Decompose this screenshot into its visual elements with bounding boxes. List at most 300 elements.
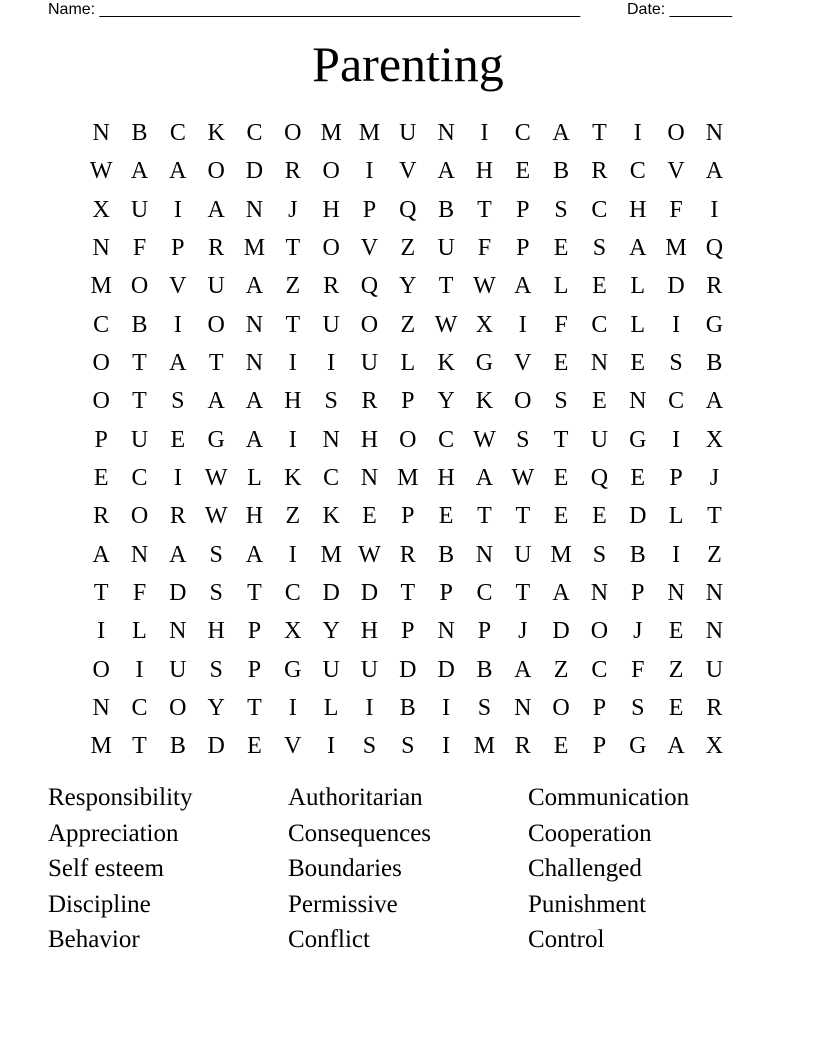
grid-letter: S [631,695,645,722]
name-field: Name: ______________________________________________________ [48,1,581,18]
grid-letter: U [360,350,379,377]
grid-letter: W [473,426,496,453]
grid-letter: I [365,695,374,722]
grid-letter: I [442,695,451,722]
grid-letter: V [399,158,417,185]
grid-letter: E [592,503,607,530]
grid-letter: T [247,580,262,607]
grid-letter: A [92,541,110,568]
grid-letter: R [706,695,723,722]
page-title: Parenting [312,36,504,92]
grid-letter: T [592,120,607,147]
grid-letter: U [207,273,225,300]
grid-letter: U [130,426,149,453]
grid-letter: S [401,733,415,760]
grid-letter: O [514,388,532,415]
grid-letter: T [553,426,569,453]
word-list-item: Boundaries [288,855,402,883]
grid-letter: W [89,158,113,185]
grid-letter: W [473,273,496,300]
grid-row [82,459,734,497]
grid-letter: G [475,350,494,377]
grid-letter: M [358,120,381,147]
grid-letter: H [245,503,264,530]
grid-letter: V [360,235,379,262]
grid-letter: N [705,580,724,607]
grid-letter: C [93,311,110,338]
grid-letter: H [437,465,455,492]
grid-letter: P [401,388,415,415]
grid-letter: C [476,580,493,607]
grid-letter: P [439,580,453,607]
grid-letter: B [131,120,148,147]
grid-letter: O [169,695,187,722]
grid-letter: O [92,388,110,415]
grid-letter: E [93,465,109,492]
grid-letter: O [667,120,685,147]
grid-letter: U [590,426,609,453]
word-list-item: Challenged [528,855,642,883]
grid-letter: Q [399,196,417,223]
grid-letter: X [475,311,494,338]
grid-letter: Q [590,465,609,492]
grid-letter: N [130,541,149,568]
grid-letter: C [591,311,608,338]
grid-letter: O [92,350,110,377]
grid-letter: Z [400,311,416,338]
word-list-item: Control [528,926,605,954]
grid-letter: E [362,503,377,530]
letter-grid [82,114,734,766]
grid-letter: O [322,235,340,262]
grid-letter: O [92,656,110,683]
grid-letter: M [397,465,419,492]
grid-letter: A [552,580,570,607]
grid-letter: I [672,426,681,453]
grid-letter: U [705,656,724,683]
grid-letter: O [399,426,417,453]
grid-letter: S [592,541,607,568]
grid-letter: T [93,580,109,607]
grid-letter: O [284,120,302,147]
grid-letter: E [630,350,646,377]
grid-letter: L [132,618,147,645]
grid-letter: P [401,618,415,645]
grid-letter: T [132,388,147,415]
word-list-item: Communication [528,784,690,811]
grid-letter: A [130,158,149,185]
grid-letter: Y [399,273,417,300]
grid-letter: I [173,465,182,492]
word-list-item: Consequences [288,819,432,847]
grid-letter: A [629,235,647,262]
grid-letter: L [247,465,262,492]
grid-letter: R [361,388,378,415]
grid-letter: P [592,733,607,760]
grid-letter: F [477,235,492,262]
grid-letter: A [245,273,264,300]
grid-letter: O [322,158,340,185]
grid-letter: M [90,273,112,300]
grid-row [82,727,734,765]
grid-letter: I [288,541,297,568]
grid-letter: K [437,350,455,377]
grid-row [82,344,734,382]
word-list-item: Authoritarian [288,784,423,811]
grid-letter: H [475,158,494,185]
grid-letter: G [207,426,225,453]
grid-letter: T [477,196,492,223]
grid-row [82,191,734,229]
grid-letter: D [629,503,647,530]
grid-letter: D [552,618,570,645]
grid-letter: T [285,235,301,262]
grid-letter: R [284,158,301,185]
grid-letter: M [665,235,687,262]
grid-letter: Z [285,273,301,300]
grid-letter: K [475,388,494,415]
grid-letter: B [476,656,493,683]
grid-letter: X [92,196,110,223]
grid-letter: Y [207,695,225,722]
grid-letter: C [591,196,608,223]
grid-letter: M [243,235,266,262]
grid-letter: U [437,235,455,262]
grid-letter: N [475,541,494,568]
grid-letter: W [204,503,228,530]
grid-letter: R [93,503,110,530]
grid-letter: A [245,541,264,568]
grid-letter: A [245,426,264,453]
grid-letter: I [288,426,297,453]
grid-letter: Z [400,235,416,262]
grid-letter: L [630,273,646,300]
grid-letter: B [629,541,646,568]
grid-letter: I [173,196,182,223]
grid-letter: T [132,350,147,377]
grid-letter: N [322,426,340,453]
grid-letter: E [515,158,531,185]
grid-letter: A [705,158,724,185]
grid-letter: J [633,618,643,645]
grid-letter: I [710,196,719,223]
grid-row [82,421,734,459]
grid-letter: W [358,541,381,568]
word-list-item: Punishment [528,890,647,918]
grid-letter: O [552,695,570,722]
grid-letter: H [284,388,302,415]
grid-letter: N [667,580,685,607]
grid-letter: G [629,426,647,453]
grid-letter: P [477,618,492,645]
grid-letter: N [245,350,264,377]
grid-letter: E [553,503,569,530]
grid-row [82,152,734,190]
grid-letter: F [554,311,568,338]
grid-letter: U [169,656,187,683]
grid-letter: M [320,541,342,568]
grid-letter: C [629,158,646,185]
grid-letter: V [169,273,187,300]
grid-letter: O [130,503,149,530]
word-list-item: Appreciation [48,819,179,847]
grid-letter: E [592,388,607,415]
grid-letter: A [437,158,455,185]
grid-letter: S [209,541,223,568]
grid-row [82,651,734,689]
grid-letter: I [288,350,297,377]
grid-letter: N [245,311,264,338]
grid-letter: O [590,618,609,645]
grid-letter: I [480,120,489,147]
grid-letter: N [437,120,455,147]
grid-letter: B [706,350,723,377]
grid-letter: F [669,196,683,223]
word-list-item: Cooperation [528,819,652,847]
grid-letter: S [209,656,223,683]
grid-letter: P [247,618,262,645]
grid-letter: E [553,733,569,760]
grid-letter: T [515,580,531,607]
grid-letter: S [554,196,568,223]
grid-letter: O [360,311,379,338]
grid-letter: B [553,158,570,185]
grid-letter: T [208,350,224,377]
grid-letter: I [518,311,527,338]
grid-letter: N [92,120,110,147]
grid-row [82,229,734,267]
grid-row [82,689,734,727]
grid-letter: S [592,235,607,262]
grid-letter: N [169,618,187,645]
grid-letter: D [360,580,379,607]
grid-letter: U [514,541,532,568]
grid-letter: N [590,350,609,377]
grid-letter: A [475,465,494,492]
grid-letter: L [630,311,646,338]
grid-letter: L [400,350,416,377]
grid-letter: Z [707,541,722,568]
grid-letter: L [553,273,569,300]
date-field: Date: _______ [627,1,732,18]
grid-letter: E [668,695,684,722]
grid-letter: Z [668,656,684,683]
grid-letter: P [516,235,530,262]
grid-letter: T [438,273,454,300]
grid-letter: T [285,311,301,338]
grid-letter: G [284,656,302,683]
grid-letter: G [629,733,647,760]
grid-letter: I [442,733,451,760]
word-list [48,781,768,959]
grid-row [82,536,734,574]
grid-letter: C [131,465,148,492]
grid-letter: N [629,388,647,415]
word-list-item: Conflict [288,926,370,954]
grid-letter: R [323,273,340,300]
grid-letter: D [245,158,264,185]
grid-letter: S [362,733,377,760]
grid-letter: O [207,311,225,338]
grid-letter: F [132,235,147,262]
grid-letter: U [399,120,417,147]
grid-letter: C [284,580,301,607]
grid-letter: K [322,503,340,530]
grid-letter: J [518,618,528,645]
grid-letter: O [130,273,149,300]
grid-letter: R [706,273,723,300]
grid-letter: E [553,350,569,377]
grid-letter: S [669,350,683,377]
grid-letter: C [246,120,263,147]
grid-letter: I [135,656,144,683]
grid-letter: T [515,503,531,530]
grid-letter: B [169,733,186,760]
grid-letter: A [514,273,532,300]
grid-letter: H [360,426,379,453]
grid-row [82,612,734,650]
grid-row [82,574,734,612]
grid-letter: A [667,733,685,760]
grid-letter: X [284,618,302,645]
grid-letter: T [400,580,416,607]
grid-letter: U [322,656,340,683]
grid-letter: P [362,196,377,223]
grid-letter: A [169,350,187,377]
grid-letter: P [94,426,108,453]
grid-letter: C [591,656,608,683]
grid-letter: A [705,388,724,415]
grid-letter: J [709,465,720,492]
grid-letter: E [553,465,569,492]
grid-letter: Z [553,656,569,683]
grid-letter: P [592,695,607,722]
grid-row [82,497,734,535]
grid-letter: I [288,695,297,722]
grid-letter: A [245,388,264,415]
grid-letter: I [327,350,336,377]
grid-letter: M [320,120,342,147]
grid-letter: C [668,388,685,415]
grid-letter: H [629,196,647,223]
grid-letter: Y [322,618,340,645]
grid-letter: C [323,465,340,492]
grid-letter: E [438,503,454,530]
grid-letter: H [207,618,225,645]
grid-letter: V [284,733,302,760]
grid-letter: S [209,580,223,607]
grid-letter: N [360,465,379,492]
grid-letter: A [514,656,532,683]
grid-letter: D [399,656,417,683]
grid-letter: E [247,733,262,760]
word-list-item: Permissive [288,890,398,918]
grid-row [82,114,734,152]
word-list-item: Behavior [48,926,140,954]
grid-letter: V [514,350,532,377]
grid-letter: L [668,503,684,530]
grid-letter: T [477,503,492,530]
grid-letter: R [591,158,608,185]
grid-letter: I [633,120,642,147]
grid-letter: P [631,580,645,607]
grid-letter: A [169,158,187,185]
grid-letter: D [169,580,187,607]
grid-letter: O [207,158,225,185]
grid-letter: N [92,695,110,722]
grid-letter: I [672,311,681,338]
grid-letter: E [170,426,186,453]
grid-letter: P [401,503,415,530]
grid-letter: U [130,196,149,223]
word-list-item: Discipline [48,890,151,918]
grid-letter: N [437,618,455,645]
grid-letter: N [705,120,724,147]
grid-letter: K [207,120,225,147]
grid-letter: B [131,311,148,338]
grid-letter: D [667,273,685,300]
grid-letter: N [705,618,724,645]
grid-letter: A [207,388,225,415]
grid-letter: R [208,235,225,262]
grid-letter: I [173,311,182,338]
grid-letter: E [553,235,569,262]
grid-letter: Z [285,503,301,530]
grid-letter: W [204,465,228,492]
grid-letter: E [630,465,646,492]
grid-letter: F [631,656,645,683]
grid-letter: P [247,656,262,683]
grid-letter: C [438,426,455,453]
grid-letter: I [327,733,336,760]
grid-letter: A [552,120,570,147]
grid-letter: S [171,388,185,415]
grid-letter: R [169,503,186,530]
grid-letter: I [365,158,374,185]
grid-letter: P [669,465,683,492]
grid-letter: U [322,311,340,338]
grid-letter: E [592,273,607,300]
grid-letter: I [97,618,106,645]
header-line [48,0,748,20]
word-list-item: Self esteem [48,855,164,883]
grid-row [82,267,734,305]
grid-letter: C [131,695,148,722]
grid-letter: D [437,656,455,683]
grid-letter: J [288,196,298,223]
grid-letter: W [434,311,458,338]
grid-letter: X [705,733,724,760]
grid-letter: T [132,733,147,760]
word-list-item: Responsibility [48,784,193,811]
grid-letter: H [360,618,379,645]
grid-letter: P [516,196,530,223]
grid-letter: M [550,541,572,568]
grid-letter: C [514,120,531,147]
grid-letter: N [590,580,609,607]
grid-letter: I [672,541,681,568]
grid-letter: Q [705,235,724,262]
grid-letter: S [477,695,492,722]
grid-letter: D [322,580,340,607]
grid-letter: S [516,426,530,453]
grid-letter: N [514,695,532,722]
grid-letter: R [399,541,416,568]
grid-letter: D [207,733,225,760]
grid-letter: B [399,695,416,722]
grid-letter: A [169,541,187,568]
grid-letter: N [245,196,264,223]
